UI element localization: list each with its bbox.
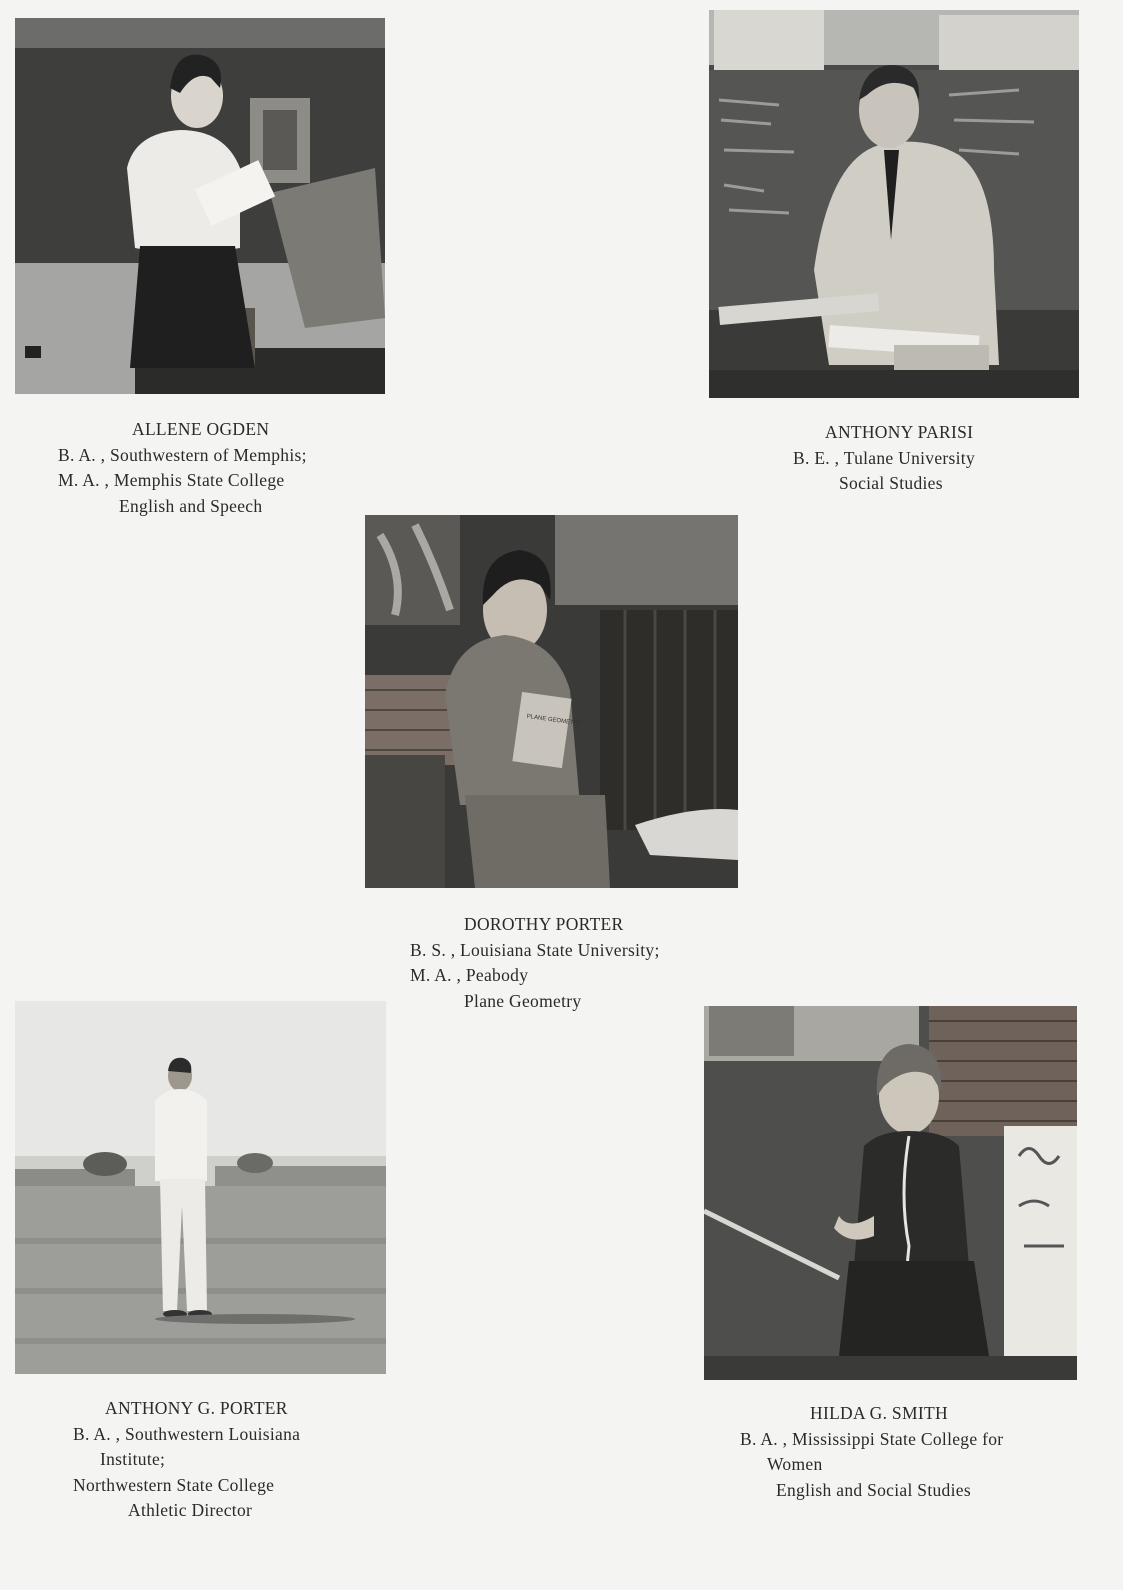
- degree-line: B. S. , Louisiana State University;: [410, 939, 660, 960]
- faculty-name: ANTHONY G. PORTER: [105, 1398, 288, 1418]
- photo-allene-ogden: [15, 18, 385, 394]
- photo-allene-ogden-image: [15, 18, 385, 394]
- photo-anthony-parisi: [709, 10, 1079, 398]
- subject-line: English and Speech: [119, 495, 263, 516]
- degree-line: Northwestern State College: [73, 1474, 275, 1495]
- degree-line: M. A. , Memphis State College: [58, 470, 285, 490]
- degree-line: B. E. , Tulane University: [793, 447, 976, 468]
- faculty-name: DOROTHY PORTER: [464, 914, 624, 934]
- photo-dorothy-porter-image: [365, 515, 738, 888]
- caption-dorothy-porter: [410, 912, 660, 1014]
- faculty-name: ALLENE OGDEN: [132, 419, 270, 439]
- photo-hilda-g-smith-image: [704, 1006, 1077, 1380]
- subject-line: Social Studies: [839, 473, 943, 493]
- faculty-name: HILDA G. SMITH: [810, 1403, 948, 1423]
- caption-anthony-parisi: [793, 420, 975, 497]
- degree-line: B. A. , Mississippi State College for: [740, 1428, 1004, 1449]
- book-label: PLANE GEOMETRY: [526, 713, 583, 728]
- caption-allene-ogden: [58, 417, 307, 519]
- photo-dorothy-porter: [365, 515, 738, 888]
- caption-anthony-g-porter: [73, 1396, 300, 1524]
- caption-hilda-g-smith: [740, 1401, 1003, 1503]
- subject-line: Plane Geometry: [464, 990, 582, 1011]
- photo-anthony-parisi-image: [709, 10, 1079, 398]
- photo-anthony-g-porter-image: [15, 1001, 386, 1374]
- photo-hilda-g-smith: [704, 1006, 1077, 1380]
- degree-line: M. A. , Peabody: [410, 965, 529, 985]
- degree-line: B. A. , Southwestern of Memphis;: [58, 444, 307, 465]
- degree-line: Institute;: [100, 1449, 166, 1469]
- subject-line: English and Social Studies: [776, 1479, 971, 1500]
- faculty-name: ANTHONY PARISI: [825, 422, 974, 442]
- degree-line: B. A. , Southwestern Louisiana: [73, 1423, 301, 1444]
- degree-line: Women: [767, 1454, 823, 1474]
- subject-line: Athletic Director: [128, 1500, 253, 1520]
- photo-anthony-g-porter: [15, 1001, 386, 1374]
